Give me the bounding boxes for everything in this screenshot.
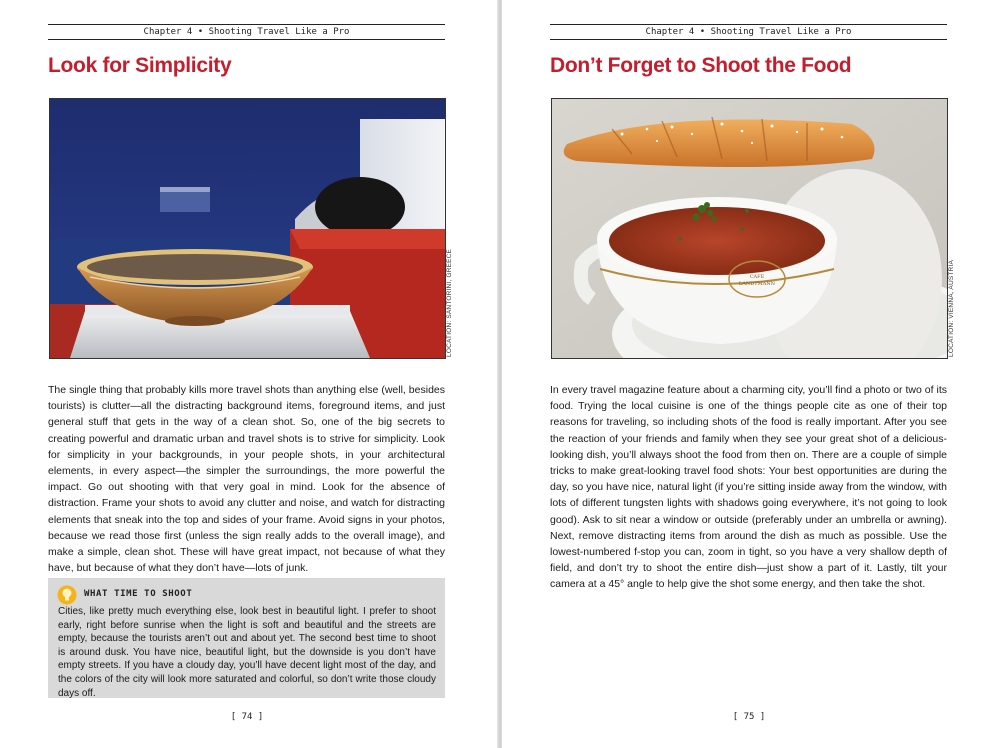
photo-illustration xyxy=(50,99,445,358)
body-text: In every travel magazine feature about a charming city, you’ll find a photo or two of its food. Trying the local cuisine is one of the things people cite as one of their top reasons for traveling, so including shots of the food is really important. After you see the reaction of your friends and family when they see your great shot of a delicious-looking dish, you’ll always shoot the food from then on. There are a couple of simple tricks to make great-looking travel food shots: Your best opportunities are during the day, so you have nice, natural light (if you’re sitting inside away from the window, with lots of different tungsten lights with shadows going everywhere, it’s not going to look good). Ask to sit near a window or outside (preferably under an umbrella or awning). Next, remove distracting items from around the dish as much as possible. Use the lowest-numbered f-stop you can, zoom in tight, so you have a very shallow depth of field, and don’t try to shoot the entire dish—just show a part of it. Lastly, tilt your camera at a 45° angle to help give the shot some energy, and then take the shot. xyxy=(550,384,947,591)
cup-logo-text: LANDTMANN xyxy=(738,281,776,287)
page-number: [ 75 ] xyxy=(732,712,766,722)
running-head: Chapter 4 • Shooting Travel Like a Pro xyxy=(48,24,445,40)
running-head: Chapter 4 • Shooting Travel Like a Pro xyxy=(550,24,947,40)
left-page xyxy=(0,0,498,748)
section-title: Don’t Forget to Shoot the Food xyxy=(550,54,852,77)
section-title: Look for Simplicity xyxy=(48,54,232,77)
photo-credit: LOCATION: SANTORINI, GREECE xyxy=(446,248,453,357)
santorini-photo xyxy=(49,98,446,359)
photo-illustration xyxy=(552,99,947,358)
tip-box xyxy=(48,578,445,698)
lightbulb-icon xyxy=(57,585,77,605)
page-number: [ 74 ] xyxy=(230,712,264,722)
right-page xyxy=(502,0,1000,748)
vienna-food-photo xyxy=(551,98,948,359)
tip-body: Cities, like pretty much everything else, look best in beautiful light. I prefer to shoot early, right before sunrise when the light is soft and beautiful and the streets are empty, because the tourists aren’t out and about yet. The second best time to shoot is around dusk. You have nice, beautiful light, but the downside is you don’t have empty streets. If you have a cloudy day, you’ll have decent light most of the day, and the colors of the city will look more saturated and colorful, so don’t write those cloudy days off. xyxy=(58,606,436,699)
photo-credit: LOCATION: VIENNA, AUSTRIA xyxy=(948,260,955,357)
tip-title: WHAT TIME TO SHOOT xyxy=(84,589,193,599)
cup-logo-text: CAFE xyxy=(749,274,765,280)
body-text: The single thing that probably kills more travel shots than anything else (well, besides tourists) is clutter—all the distracting background items, foreground items, and just general stuff that gets in the way of a clean shot. So, one of the big secrets to creating powerful and dramatic urban and travel shots is to strive for simplicity. Look for simplicity in your backgrounds, in your people shots, in your architectural elements, in every aspect—the simpler the surroundings, the more powerful the impact. Go out shooting with that very goal in mind. Look for the absence of distraction. Frame your shots to avoid any clutter and noise, and watch for distracting elements that sneak into the top and sides of your frame. Avoid signs in your photos, because we read those first (unless the sign really adds to the overall image), and make a simple, clean shot. These will have great impact, not because of what they have, but because of what they don’t have—lots of junk. xyxy=(48,384,445,575)
